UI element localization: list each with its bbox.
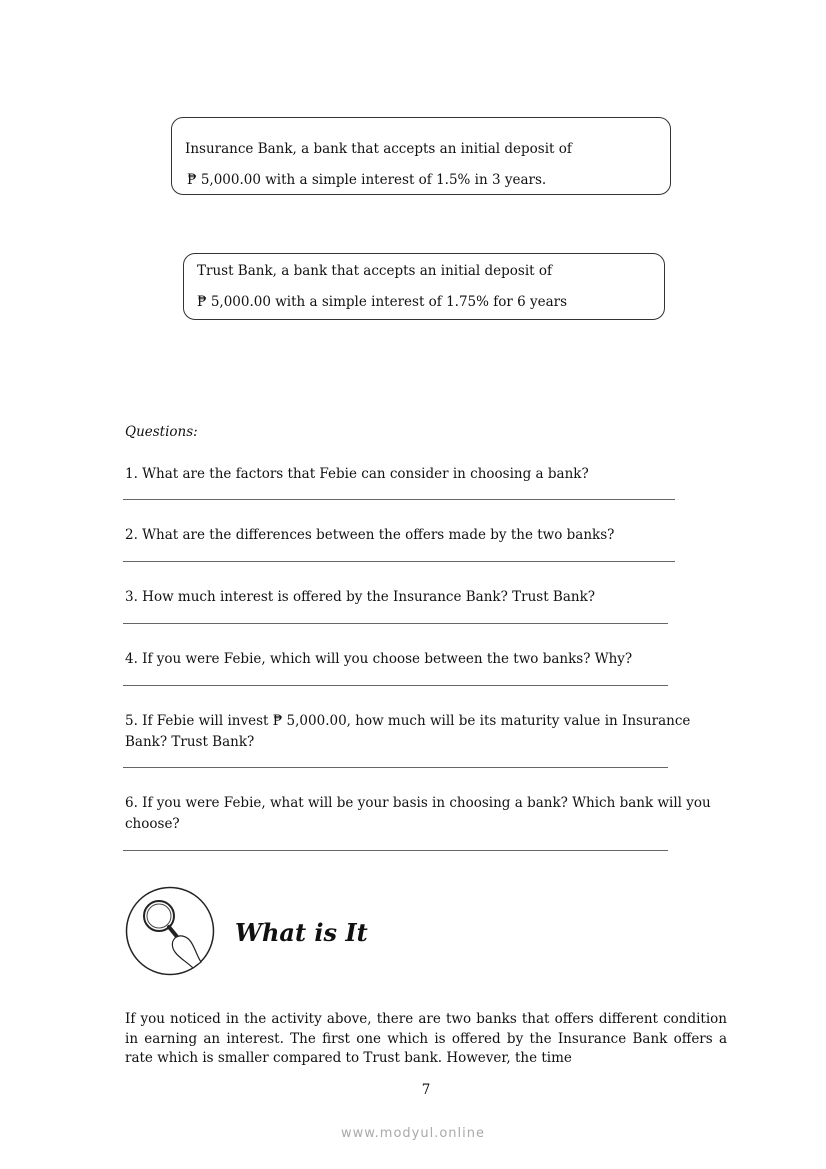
question-5: 5. If Febie will invest ₱ 5,000.00, how much will be its maturity value in Insurance Bank? Trust Bank?: [125, 713, 691, 750]
question-1: 1. What are the factors that Febie can consider in choosing a bank?: [125, 466, 589, 482]
trust-bank-line2: ₱ 5,000.00 with a simple interest of 1.75% for 6 years: [197, 294, 568, 310]
questions-label: Questions:: [125, 424, 198, 440]
section-title: What is It: [235, 918, 368, 947]
answer-line-5[interactable]: [123, 767, 668, 768]
insurance-bank-line2: ₱ 5,000.00 with a simple interest of 1.5% in 3 years.: [187, 172, 547, 188]
question-4: 4. If you were Febie, which will you choose between the two banks? Why?: [125, 651, 633, 667]
answer-line-4[interactable]: [123, 685, 668, 686]
question-6: 6. If you were Febie, what will be your basis in choosing a bank? Which bank will you choose?: [125, 795, 711, 832]
explanation-paragraph: If you noticed in the activity above, there are two banks that offers different condition in earning an interest. The first one which is offered by the Insurance Bank offers a rate which is smaller compared to Trust bank. However, the time: [125, 1011, 727, 1066]
magnifying-glass-icon: [125, 886, 215, 976]
watermark: www.modyul.online: [340, 1126, 486, 1141]
page-number: 7: [421, 1082, 431, 1098]
answer-line-6[interactable]: [123, 850, 668, 851]
answer-line-1[interactable]: [123, 499, 675, 500]
question-2: 2. What are the differences between the offers made by the two banks?: [125, 527, 615, 543]
trust-bank-box: [183, 253, 665, 320]
trust-bank-line1: Trust Bank, a bank that accepts an initial deposit of: [197, 263, 553, 279]
insurance-bank-line1: Insurance Bank, a bank that accepts an initial deposit of: [185, 141, 572, 157]
insurance-bank-box: [171, 117, 671, 195]
question-3: 3. How much interest is offered by the Insurance Bank? Trust Bank?: [125, 589, 595, 605]
answer-line-2[interactable]: [123, 561, 675, 562]
answer-line-3[interactable]: [123, 623, 668, 624]
